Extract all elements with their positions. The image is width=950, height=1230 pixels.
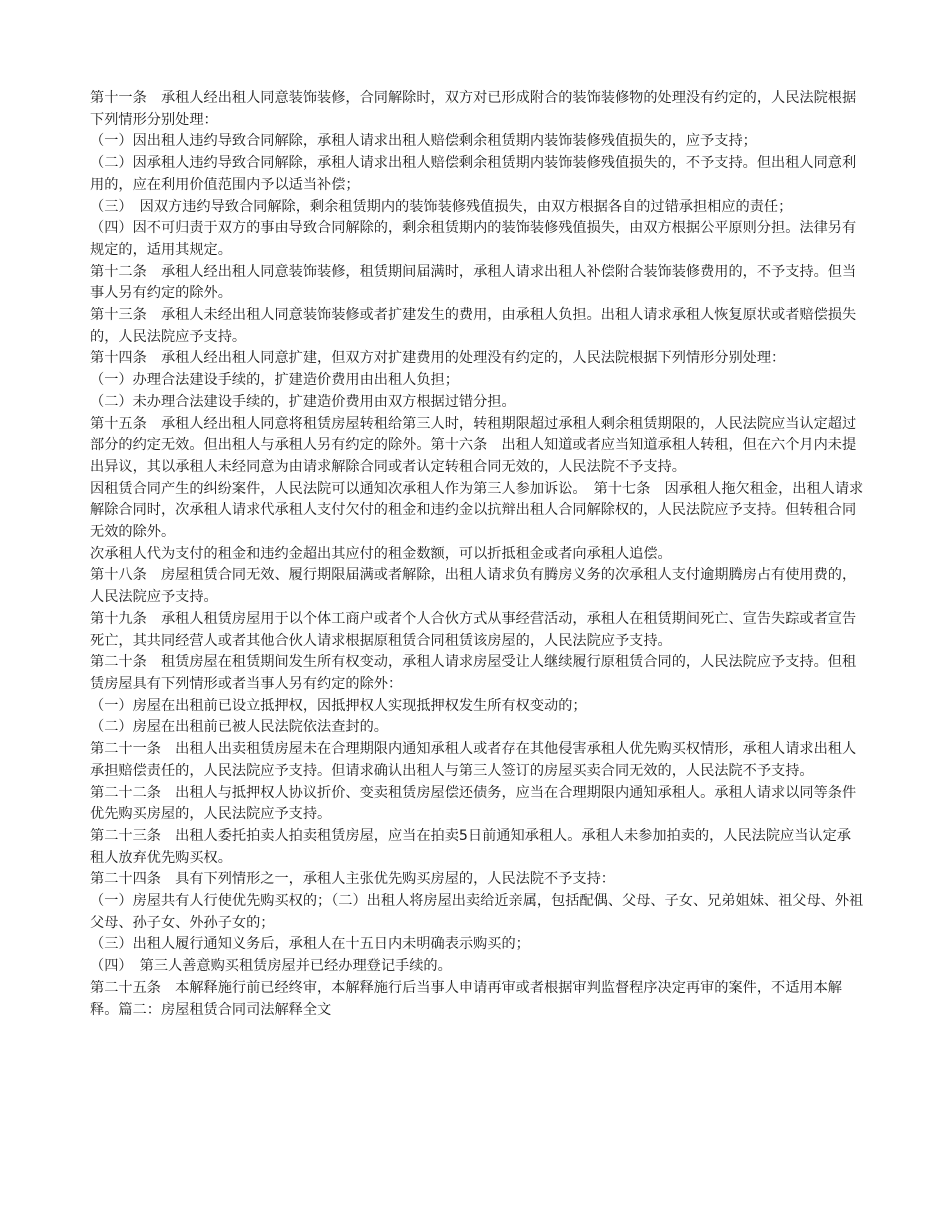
article-11-item-1: （一）因出租人违约导致合同解除，承租人请求出租人赔偿剩余租赁期内装饰装修残值损失的，应予支持； xyxy=(90,133,757,150)
article-20-item-1: （一）房屋在出租前已设立抵押权，因抵押权人实现抵押权发生所有权变动的； xyxy=(90,697,587,714)
article-24-item-3: （三）出租人履行通知义务后，承租人在十五日内未明确表示购买的； xyxy=(90,936,530,953)
article-13-paragraph: 第十三条 承租人未经出租人同意装饰装修或者扩建发生的费用，由承租人负担。出租人请求承租人恢复原状或者赔偿损失的，人民法院应予支持。 xyxy=(90,307,857,345)
article-11-paragraph: 第十一条 承租人经出租人同意装饰装修，合同解除时，双方对已形成附合的装饰装修物的处理没有约定的，人民法院根据下列情形分别处理： xyxy=(90,90,857,128)
article-20-item-2: （二）房屋在出租前已被人民法院依法查封的。 xyxy=(90,719,388,736)
article-25-paragraph: 第二十五条 本解释施行前已经终审，本解释施行后当事人申请再审或者根据审判监督程序决定再审的案件，不适用本解释。篇二：房屋租赁合同司法解释全文 xyxy=(90,979,842,1018)
article-14-paragraph: 第十四条 承租人经出租人同意扩建，但双方对扩建费用的处理没有约定的，人民法院根据下列情形分别处理： xyxy=(90,350,786,367)
article-19-paragraph: 第十九条 承租人租赁房屋用于以个体工商户或者个人合伙方式从事经营活动，承租人在租赁期间死亡、宣告失踪或者宣告死亡，其共同经营人或者其他合伙人请求根据原租赁合同租赁该房屋的，人民法院应予支持。 xyxy=(90,610,857,649)
article-24-items-1-2: （一）房屋共有人行使优先购买权的；（二）出租人将房屋出卖给近亲属，包括配偶、父母、子女、兄弟姐妹、祖父母、外祖父母、孙子女、外孙子女的； xyxy=(90,893,864,931)
article-11-item-4: （四）因不可归责于双方的事由导致合同解除的，剩余租赁期内的装饰装修残值损失，由双方根据公平原则分担。法律另有规定的，适用其规定。 xyxy=(90,220,857,258)
article-21-paragraph: 第二十一条 出租人出卖租赁房屋未在合理期限内通知承租人或者存在其他侵害承租人优先购买权情形，承租人请求出租人承担赔偿责任的，人民法院应予支持。但请求确认出租人与第三人签订的房屋买卖合同无效的，人民法院不予支持。 xyxy=(90,741,857,779)
article-12-paragraph: 第十二条 承租人经出租人同意装饰装修，租赁期间届满时，承租人请求出租人补偿附合装饰装修费用的，不予支持。但当事人另有约定的除外。 xyxy=(90,263,857,302)
article-11-item-2: （二）因承租人违约导致合同解除，承租人请求出租人赔偿剩余租赁期内装饰装修残值损失的，不予支持。但出租人同意利用的，应在利用价值范围内予以适当补偿； xyxy=(90,155,857,193)
article-24-paragraph: 第二十四条 具有下列情形之一，承租人主张优先购买房屋的，人民法院不予支持： xyxy=(90,871,615,888)
article-14-item-1: （一）办理合法建设手续的，扩建造价费用由出租人负担； xyxy=(90,372,459,389)
article-24-item-4: （四） 第三人善意购买租赁房屋并已经办理登记手续的。 xyxy=(90,958,452,975)
article-17-paragraph: 因租赁合同产生的纠纷案件，人民法院可以通知次承租人作为第三人参加诉讼。 第十七条 因承租人拖欠租金，出租人请求解除合同时，次承租人请求代承租人支付欠付的租金和违约金以抗辩出租人合同解除权的，人民法院应予支持。但转租合同无效的除外。 xyxy=(90,480,864,541)
document-body xyxy=(90,88,865,1021)
article-14-item-2: （二）未办理合法建设手续的，扩建造价费用由双方根据过错分担。 xyxy=(90,393,516,410)
article-23-paragraph: 第二十三条 出租人委托拍卖人拍卖租赁房屋，应当在拍卖5日前通知承租人。承租人未参加拍卖的，人民法院应当认定承租人放弃优先购买权。 xyxy=(90,827,851,866)
article-20-paragraph: 第二十条 租赁房屋在租赁期间发生所有权变动，承租人请求房屋受让人继续履行原租赁合同的，人民法院应予支持。但租赁房屋具有下列情形或者当事人另有约定的除外： xyxy=(90,654,857,692)
article-15-16-paragraph: 第十五条 承租人经出租人同意将租赁房屋转租给第三人时，转租期限超过承租人剩余租赁期限的，人民法院应当认定超过部分的约定无效。但出租人与承租人另有约定的除外。第十六条 出租人知道或者应当知道承租人转租，但在六个月内未提出异议，其以承租人未经同意为由请求解除合同或者认定转租合同无效的，人民法院不予支持。 xyxy=(90,415,857,475)
article-11-item-3: （三） 因双方违约导致合同解除，剩余租赁期内的装饰装修残值损失，由双方根据各自的过错承担相应的责任； xyxy=(90,198,793,215)
article-18-paragraph: 第十八条 房屋租赁合同无效、履行期限届满或者解除，出租人请求负有腾房义务的次承租人支付逾期腾房占有使用费的，人民法院应予支持。 xyxy=(90,567,857,606)
article-22-paragraph: 第二十二条 出租人与抵押权人协议折价、变卖租赁房屋偿还债务，应当在合理期限内通知承租人。承租人请求以同等条件优先购买房屋的，人民法院应予支持。 xyxy=(90,784,857,823)
article-17-continued: 次承租人代为支付的租金和违约金超出其应付的租金数额，可以折抵租金或者向承租人追偿。 xyxy=(90,545,672,562)
